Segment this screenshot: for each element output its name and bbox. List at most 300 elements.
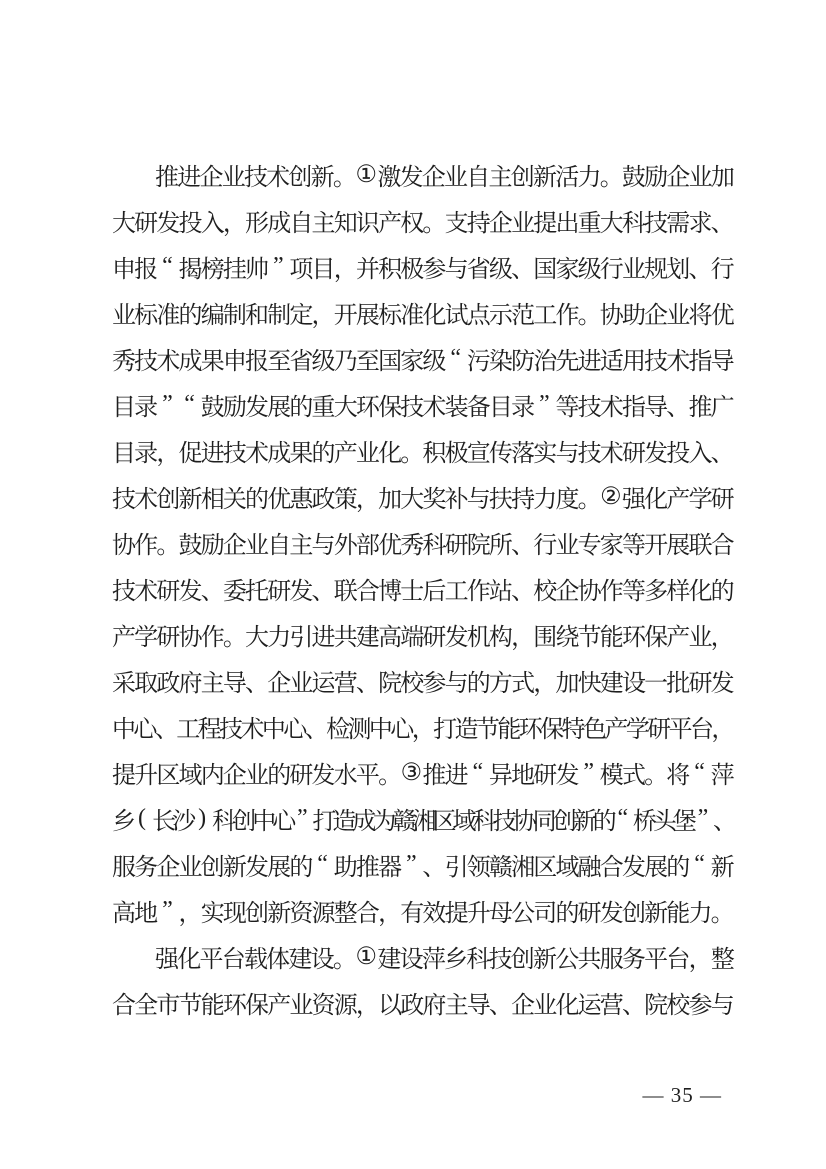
character: 赣 (488, 854, 513, 881)
character: 平 (355, 762, 380, 789)
character: 导 (710, 348, 735, 375)
character: 湘 (511, 854, 536, 881)
character: 沙 (172, 808, 197, 835)
character: 造 (454, 716, 479, 743)
text-line (112, 289, 733, 335)
character: 业 (533, 992, 558, 1019)
character: 院 (644, 992, 669, 1019)
character: 府 (178, 670, 203, 697)
character: 领 (466, 854, 491, 881)
character: 术 (156, 348, 181, 375)
character: 出 (555, 210, 580, 237)
character: ， (378, 900, 403, 927)
character: 内 (200, 762, 225, 789)
character: 企 (199, 164, 224, 191)
character: 共 (577, 946, 602, 973)
character: 湘 (412, 808, 437, 835)
character: 申 (222, 348, 247, 375)
character: 台 (689, 716, 714, 743)
character: 将 (666, 762, 691, 789)
character: 头 (652, 808, 677, 835)
character: ， (222, 210, 247, 237)
character: 励 (222, 394, 247, 421)
character: 方 (488, 670, 513, 697)
character: 秀 (112, 348, 136, 375)
character: 作 (466, 578, 491, 605)
character: ” (162, 896, 173, 923)
character: 入 (200, 210, 225, 237)
character: 发 (156, 210, 181, 237)
character: 优 (710, 302, 735, 329)
character: 术 (245, 440, 270, 467)
character: 力 (577, 164, 602, 191)
character: 合 (112, 992, 136, 1019)
character: 特 (561, 716, 586, 743)
character: 升 (134, 762, 159, 789)
character: 平 (199, 946, 224, 973)
character: 惠 (289, 486, 314, 513)
character: 整 (333, 900, 358, 927)
character: 果 (289, 440, 314, 467)
character: 展 (267, 394, 292, 421)
character: 将 (688, 302, 713, 329)
character: 需 (666, 210, 691, 237)
character: 指 (688, 348, 713, 375)
character: 家 (400, 348, 425, 375)
character: 发 (311, 762, 336, 789)
character: 并 (355, 256, 380, 283)
character: 录 (134, 440, 159, 467)
character: 传 (488, 440, 513, 467)
character: 联 (333, 578, 358, 605)
character: ， (355, 992, 380, 1019)
character: 发 (245, 854, 270, 881)
character: 、 (311, 578, 336, 605)
character: 实 (533, 440, 558, 467)
character: 创 (200, 854, 225, 881)
character: 权 (400, 210, 425, 237)
character: 等 (621, 532, 646, 559)
character: ， (311, 302, 336, 329)
character: 加 (710, 164, 735, 191)
character: 策 (333, 486, 358, 513)
character: 治 (533, 348, 558, 375)
character: 进 (444, 762, 469, 789)
character: 保 (245, 992, 270, 1019)
character: 务 (134, 854, 159, 881)
character: 节 (178, 992, 203, 1019)
character: 发 (555, 762, 580, 789)
character: 的 (311, 440, 336, 467)
character: 力 (533, 486, 558, 513)
character: 支 (444, 210, 469, 237)
character: 乃 (333, 348, 358, 375)
character: 指 (621, 394, 646, 421)
character: 长 (152, 808, 177, 835)
character: 示 (488, 302, 513, 329)
character: 企 (666, 164, 691, 191)
character: 作 (555, 302, 580, 329)
character: 报 (134, 256, 159, 283)
character: 源 (311, 900, 336, 927)
character: 创 (232, 808, 257, 835)
character: 技 (644, 210, 669, 237)
character: 试 (444, 302, 469, 329)
character: 鼓 (178, 532, 203, 559)
character: 极 (400, 256, 425, 283)
character: 、 (511, 578, 536, 605)
character: 产 (267, 992, 292, 1019)
character: 合 (355, 900, 380, 927)
character: 榜 (200, 256, 225, 283)
character: 服 (112, 854, 136, 881)
character: 政 (311, 486, 336, 513)
character: 求 (688, 210, 713, 237)
text-line (112, 565, 733, 611)
character: 心 (272, 808, 297, 835)
character: ” (272, 252, 284, 279)
character: ， (533, 670, 558, 697)
character: 励 (200, 532, 225, 559)
character: 技 (112, 486, 136, 513)
character: 导 (222, 670, 247, 697)
character: 运 (577, 992, 602, 1019)
character: 、 (355, 670, 380, 697)
character: 发 (599, 900, 624, 927)
character: 。 (599, 164, 624, 191)
text-line (112, 933, 733, 979)
character: 业 (289, 670, 314, 697)
character: 端 (400, 624, 425, 651)
character: “ (617, 804, 629, 831)
character: 科 (422, 532, 447, 559)
character: 展 (267, 854, 292, 881)
character: 、 (666, 394, 691, 421)
character: 级 (488, 256, 513, 283)
character: 环 (621, 624, 646, 651)
character: 定 (289, 302, 314, 329)
character: 务 (621, 946, 646, 973)
character: 积 (422, 440, 447, 467)
character: 中 (368, 716, 393, 743)
character: ， (355, 486, 380, 513)
character: 产 (666, 624, 691, 651)
character: 技 (243, 164, 268, 191)
character: 共 (333, 624, 358, 651)
character: 宣 (466, 440, 491, 467)
character: 取 (134, 670, 159, 697)
character: 现 (222, 900, 247, 927)
text-line (112, 657, 733, 703)
character: 与 (710, 992, 735, 1019)
character: 保 (378, 394, 403, 421)
character: ③ (400, 759, 423, 786)
character: 知 (333, 210, 358, 237)
character: 技 (577, 394, 602, 421)
character: 母 (488, 900, 513, 927)
character: ” (405, 850, 417, 877)
character: 委 (222, 578, 247, 605)
character: 政 (156, 670, 181, 697)
character: 装 (444, 394, 469, 421)
character: 院 (378, 670, 403, 697)
character: 建 (355, 624, 380, 651)
character: 托 (245, 578, 270, 605)
character: 录 (134, 394, 159, 421)
character: 企 (555, 578, 580, 605)
character: 协 (178, 624, 203, 651)
character: 成 (267, 210, 292, 237)
character: 重 (311, 394, 336, 421)
character: 地 (511, 762, 536, 789)
character: 展 (666, 532, 691, 559)
character: 优 (267, 486, 292, 513)
character: 企 (511, 992, 536, 1019)
character: 合 (355, 578, 380, 605)
character: 业 (245, 532, 270, 559)
character: 的 (289, 394, 314, 421)
character: 作 (200, 624, 225, 651)
text-line (112, 427, 733, 473)
character: 技 (492, 808, 517, 835)
character: 业 (511, 210, 536, 237)
character: 等 (555, 394, 580, 421)
character: 。 (332, 946, 357, 973)
character: 创 (510, 946, 535, 973)
character: 平 (668, 716, 693, 743)
character: 同 (532, 808, 557, 835)
character: 技 (222, 440, 247, 467)
character: 的 (666, 854, 691, 881)
character: 成 (267, 440, 292, 467)
character: 、 (621, 992, 646, 1019)
character: 产 (333, 440, 358, 467)
character: 堡 (672, 808, 697, 835)
character: 适 (599, 348, 624, 375)
character: 引 (289, 624, 314, 651)
character: ” (539, 390, 550, 417)
text-line (112, 243, 733, 289)
character: 研 (156, 578, 181, 605)
character: 协 (112, 532, 136, 559)
character: 造 (332, 808, 357, 835)
character: 行 (533, 532, 558, 559)
character: 台 (666, 946, 691, 973)
character: 成 (352, 808, 377, 835)
character: 建 (288, 946, 313, 973)
character: 高 (378, 624, 403, 651)
character: 发 (710, 670, 735, 697)
character: 工 (533, 302, 558, 329)
character: 化 (177, 946, 202, 973)
character: 大 (333, 394, 358, 421)
character: 士 (400, 578, 425, 605)
character: 打 (433, 716, 458, 743)
character: 级 (577, 256, 602, 283)
character: ) (198, 804, 207, 831)
character: 技 (488, 946, 513, 973)
character: 创 (156, 486, 181, 513)
character: 中 (112, 716, 136, 743)
character: 术 (599, 440, 624, 467)
character: 扶 (488, 486, 513, 513)
character: 染 (488, 348, 513, 375)
character: 萍 (421, 946, 446, 973)
character: 术 (134, 578, 159, 605)
character: 创 (621, 900, 646, 927)
character: 开 (644, 532, 669, 559)
character: 、 (488, 992, 513, 1019)
character: 高 (112, 900, 136, 927)
character: 的 (592, 808, 617, 835)
character: 能 (666, 900, 691, 927)
character: 快 (577, 670, 602, 697)
character: ” (697, 804, 709, 831)
character: 报 (245, 348, 270, 375)
character: 博 (378, 578, 403, 605)
character: 技 (112, 578, 136, 605)
character: 所 (488, 532, 513, 559)
character: 提 (533, 210, 558, 237)
character: 。 (577, 486, 602, 513)
text-line (112, 335, 733, 381)
character: 备 (466, 394, 491, 421)
character: 研 (621, 440, 646, 467)
character: 参 (422, 670, 447, 697)
character: 联 (688, 532, 713, 559)
character: 模 (599, 762, 624, 789)
character: 。 (222, 624, 247, 651)
character: 府 (422, 992, 447, 1019)
character: 设 (621, 670, 646, 697)
character: 设 (399, 946, 424, 973)
character: 等 (621, 578, 646, 605)
character: 的 (178, 302, 203, 329)
character: 业 (221, 164, 246, 191)
character: “ (472, 758, 484, 785)
character: 划 (666, 256, 691, 283)
character: 术 (266, 164, 291, 191)
character: 建 (599, 670, 624, 697)
character: 术 (599, 394, 624, 421)
character: 为 (372, 808, 397, 835)
character: 化 (688, 578, 713, 605)
character: 国 (378, 348, 403, 375)
character: 开 (333, 302, 358, 329)
character: 自 (466, 164, 491, 191)
character: 提 (112, 762, 136, 789)
character: 进 (177, 164, 202, 191)
character: 推 (422, 762, 447, 789)
character: 乡 (444, 946, 469, 973)
character: 准 (400, 302, 425, 329)
character: 励 (644, 164, 669, 191)
character: 学 (625, 716, 650, 743)
character: 专 (577, 532, 602, 559)
character: “ (317, 850, 328, 877)
character: 业 (555, 532, 580, 559)
character: 全 (134, 992, 159, 1019)
character: 作 (134, 532, 159, 559)
character: 鼓 (200, 394, 225, 421)
character: 企 (644, 302, 669, 329)
character: 协 (599, 302, 624, 329)
character: 创 (288, 164, 313, 191)
character: ① (355, 943, 377, 970)
character: 资 (289, 900, 314, 927)
character: 和 (245, 302, 270, 329)
character: 投 (178, 210, 203, 237)
character: 与 (466, 486, 491, 513)
character: 校 (666, 992, 691, 1019)
character: 工 (444, 578, 469, 605)
character: 形 (245, 210, 270, 237)
character: 推 (688, 394, 713, 421)
character: 促 (178, 440, 203, 467)
character: 能 (200, 992, 225, 1019)
character: 围 (533, 624, 558, 651)
character: 引 (444, 854, 469, 881)
character: 业 (621, 256, 646, 283)
character: 整 (710, 946, 735, 973)
character: 外 (333, 532, 358, 559)
character: 入 (688, 440, 713, 467)
character: 大 (599, 210, 624, 237)
paragraph (112, 933, 733, 1025)
character: 家 (599, 532, 624, 559)
character: 绕 (555, 624, 580, 651)
character: 项 (289, 256, 314, 283)
character: 多 (644, 578, 669, 605)
character: 打 (312, 808, 337, 835)
character: 自 (289, 210, 314, 237)
page-number: — 35 — (642, 1083, 722, 1107)
character: 目 (488, 394, 513, 421)
character: ” (162, 390, 173, 417)
text-line (112, 887, 733, 933)
text-line (112, 795, 737, 841)
character: 进 (577, 348, 602, 375)
character: 强 (155, 946, 179, 973)
character: 、 (245, 670, 270, 697)
character: 后 (422, 578, 447, 605)
character: 目 (311, 256, 336, 283)
character: 新 (532, 946, 557, 973)
character: 积 (378, 256, 403, 283)
paragraph (112, 151, 737, 933)
character: 奖 (422, 486, 447, 513)
character: 科 (621, 210, 646, 237)
character: 。 (378, 762, 403, 789)
text-line (112, 703, 736, 749)
character: “ (694, 850, 705, 877)
character: 能 (497, 716, 522, 743)
character: 主 (200, 670, 225, 697)
character: 载 (243, 946, 268, 973)
character: 产 (112, 624, 136, 651)
character: 创 (552, 808, 577, 835)
character: 萍 (710, 762, 735, 789)
character: 色 (582, 716, 607, 743)
character: 自 (267, 532, 292, 559)
character: “ (184, 390, 195, 417)
character: “ (694, 758, 705, 785)
character: ， (333, 256, 358, 283)
character: 、 (304, 716, 329, 743)
character: 用 (621, 348, 646, 375)
character: 技 (134, 348, 159, 375)
character: 强 (621, 486, 646, 513)
